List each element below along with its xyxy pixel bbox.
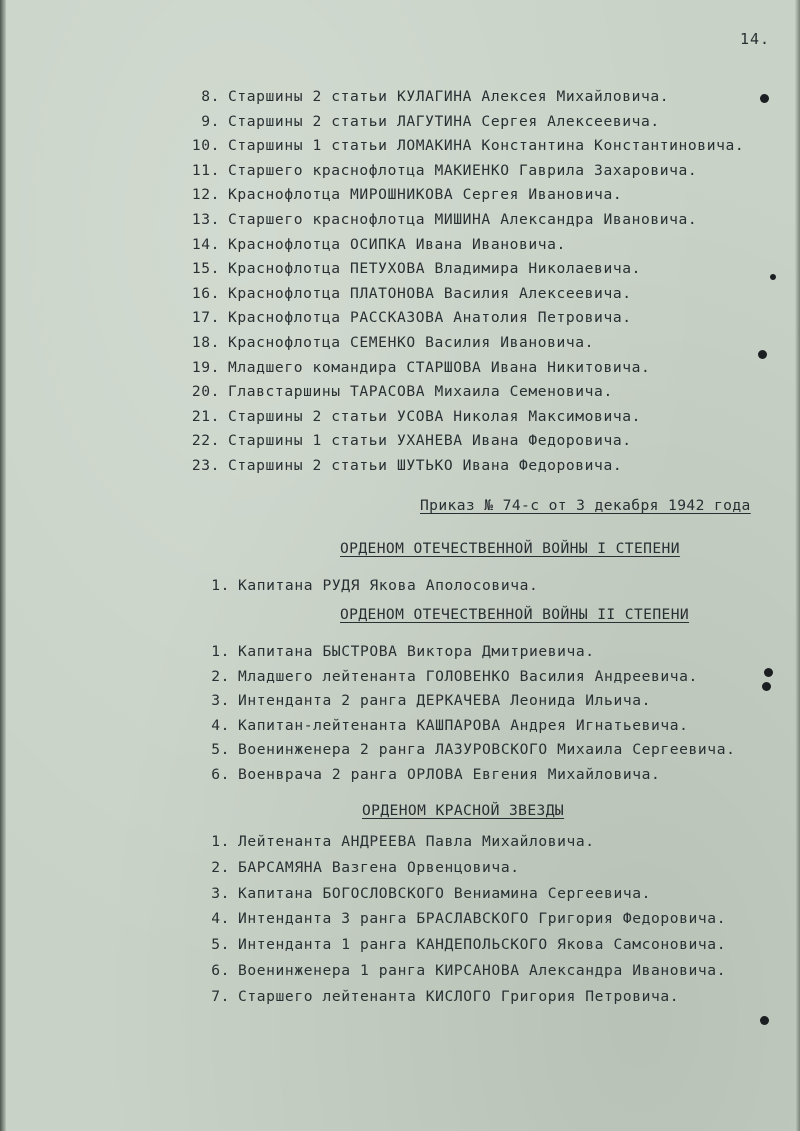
item-text: Интенданта 3 ранга БРАСЛАВСКОГО Григория Федоровича. (238, 910, 727, 928)
item-text: Старшины 2 статьи КУЛАГИНА Алексея Михайловича. (228, 88, 670, 105)
section-heading-order-patriotic-war-2: ОРДЕНОМ ОТЕЧЕСТВЕННОЙ ВОЙНЫ II СТЕПЕНИ (340, 606, 690, 623)
item-text: Краснофлотца ПЛАТОНОВА Василия Алексеевича. (228, 284, 632, 302)
punch-hole (758, 350, 767, 359)
list-item (186, 186, 622, 204)
list-item (186, 236, 566, 254)
item-number: 16. (191, 284, 220, 302)
item-number: 8. (201, 88, 220, 105)
page-edge-right (795, 0, 800, 1131)
item-text: Военинженера 2 ранга ЛАЗУРОВСКОГО Михаила Сергеевича. (238, 741, 736, 759)
list-item (186, 359, 650, 377)
item-text: Краснофлотца РАССКАЗОВА Анатолия Петровича. (228, 309, 632, 327)
list-item (186, 88, 669, 106)
item-number: 17. (191, 309, 220, 327)
item-number: 20. (191, 383, 220, 401)
item-text: Старшего краснофлотца МИШИНА Александра Ивановича. (228, 211, 698, 228)
list-item (196, 962, 726, 980)
list-item (196, 741, 735, 759)
list-item (186, 309, 632, 327)
list-item (186, 113, 660, 131)
list-item (196, 885, 651, 903)
item-number: 1. (211, 643, 230, 660)
item-number: 9. (201, 112, 220, 130)
item-number: 18. (191, 334, 220, 351)
item-number: 3. (211, 692, 230, 710)
item-text: Краснофлотца МИРОШНИКОВА Сергея Ивановича. (228, 186, 623, 204)
order-heading: Приказ № 74-с от 3 декабря 1942 года (420, 497, 751, 514)
section-heading-order-patriotic-war-1: ОРДЕНОМ ОТЕЧЕСТВЕННОЙ ВОЙНЫ I СТЕПЕНИ (340, 540, 680, 557)
item-number: 22. (191, 432, 220, 450)
list-item (196, 692, 651, 710)
list-item (186, 408, 641, 426)
item-number: 10. (191, 137, 220, 155)
item-number: 6. (211, 766, 230, 783)
section-heading-order-red-star: ОРДЕНОМ КРАСНОЙ ЗВЕЗДЫ (362, 802, 565, 819)
item-number: 2. (211, 858, 230, 876)
item-text: Капитана РУДЯ Якова Аполосовича. (238, 577, 539, 594)
list-item (196, 910, 726, 928)
list-item (186, 457, 622, 475)
list-item (196, 577, 538, 595)
item-text: Старшего лейтенанта КИСЛОГО Григория Петровича. (238, 987, 680, 1005)
list-item (186, 137, 744, 155)
item-number: 1. (211, 833, 230, 850)
item-text: Капитана БОГОСЛОВСКОГО Вениамина Сергеевича. (238, 884, 651, 902)
item-text: Старшего краснофлотца МАКИЕНКО Гаврила Захаровича. (228, 161, 698, 179)
item-number: 13. (191, 211, 220, 228)
list-item (196, 766, 660, 784)
item-number: 5. (211, 741, 230, 759)
page-number: 14. (740, 30, 771, 48)
item-number: 2. (211, 667, 230, 685)
item-number: 15. (191, 260, 220, 278)
item-text: Главстаршины ТАРАСОВА Михаила Семеновича. (228, 383, 613, 401)
item-number: 6. (211, 962, 230, 979)
item-number: 21. (191, 407, 220, 425)
list-item (186, 334, 594, 352)
item-text: Лейтенанта АНДРЕЕВА Павла Михайловича. (238, 833, 595, 850)
item-text: Старшины 2 статьи ЛАГУТИНА Сергея Алексеевича. (228, 112, 660, 130)
page-edge-left (0, 0, 6, 1131)
item-text: Старшины 1 статьи ЛОМАКИНА Константина Константиновича. (228, 137, 745, 155)
list-item (196, 717, 689, 735)
list-item (186, 383, 613, 401)
item-text: БАРСАМЯНА Вазгена Орвенцовича. (238, 858, 520, 876)
punch-hole (760, 1016, 769, 1025)
list-item (196, 988, 679, 1006)
item-number: 4. (211, 716, 230, 734)
item-number: 12. (191, 186, 220, 204)
list-item (186, 211, 697, 229)
list-item (186, 162, 697, 180)
list-item (196, 643, 595, 661)
list-item (186, 260, 641, 278)
item-text: Интенданта 1 ранга КАНДЕПОЛЬСКОГО Якова Самсоновича. (238, 936, 727, 954)
item-text: Военврача 2 ранга ОРЛОВА Евгения Михайловича. (238, 766, 661, 783)
list-item (186, 432, 632, 450)
item-number: 19. (191, 358, 220, 376)
list-item (196, 936, 726, 954)
item-number: 11. (191, 161, 220, 179)
list-item (196, 859, 520, 877)
item-text: Интенданта 2 ранга ДЕРКАЧЕВА Леонида Ильича. (238, 692, 651, 710)
item-text: Краснофлотца ПЕТУХОВА Владимира Николаевича. (228, 260, 641, 278)
item-text: Старшины 1 статьи УХАНЕВА Ивана Федоровича. (228, 432, 632, 450)
item-number: 7. (211, 987, 230, 1005)
item-text: Младшего лейтенанта ГОЛОВЕНКО Василия Андреевича. (238, 667, 698, 685)
item-text: Краснофлотца СЕМЕНКО Василия Ивановича. (228, 334, 595, 351)
item-number: 5. (211, 936, 230, 954)
item-text: Старшины 2 статьи ШУТЬКО Ивана Федоровича. (228, 457, 623, 474)
item-text: Военинженера 1 ранга КИРСАНОВА Александра Ивановича. (238, 962, 727, 979)
item-text: Старшины 2 статьи УСОВА Николая Максимовича. (228, 407, 641, 425)
item-text: Младшего командира СТАРШОВА Ивана Никитовича. (228, 358, 651, 376)
item-number: 14. (191, 235, 220, 253)
item-text: Капитан-лейтенанта КАШПАРОВА Андрея Игнатьевича. (238, 716, 689, 734)
item-text: Краснофлотца ОСИПКА Ивана Ивановича. (228, 235, 566, 253)
punch-hole (762, 682, 771, 691)
item-number: 1. (211, 577, 230, 594)
item-number: 23. (191, 457, 220, 474)
punch-hole (760, 94, 769, 103)
item-number: 4. (211, 910, 230, 928)
list-item (186, 285, 632, 303)
punch-hole (770, 274, 776, 280)
item-text: Капитана БЫСТРОВА Виктора Дмитриевича. (238, 643, 595, 660)
item-number: 3. (211, 884, 230, 902)
punch-hole (764, 668, 773, 677)
list-item (196, 833, 595, 851)
list-item (196, 668, 698, 686)
